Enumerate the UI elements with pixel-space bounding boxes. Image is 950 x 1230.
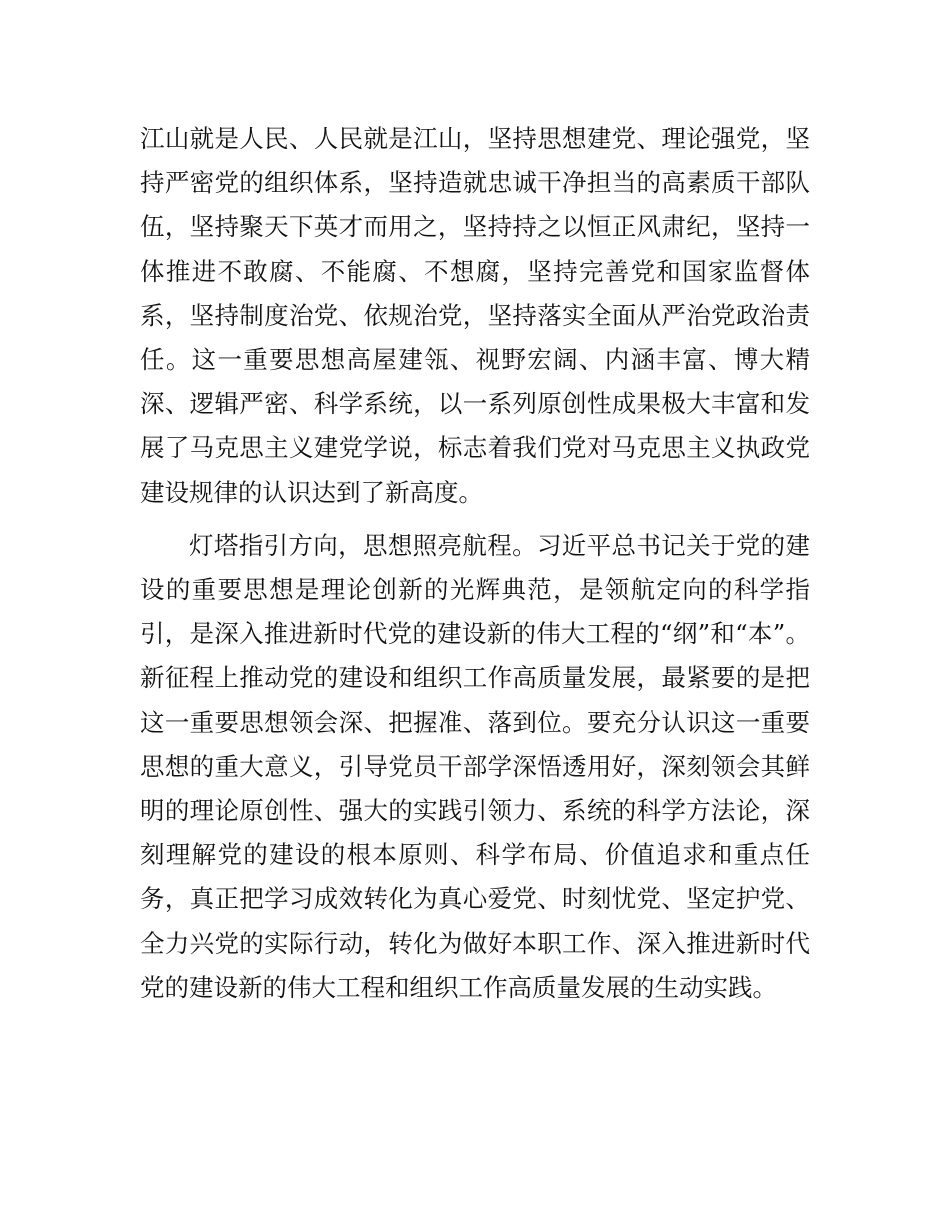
paragraph-continuation: 江山就是人民、人民就是江山，坚持思想建党、理论强党，坚持严密党的组织体系，坚持造就忠诚干净担当的高素质干部队伍，坚持聚天下英才而用之，坚持持之以恒正风肃纪，坚持一体推进不敢腐、不能腐、不想腐，坚持完善党和国家监督体系，坚持制度治党、依规治党，坚持落实全面从严治党政治责任。这一重要思想高屋建瓴、视野宏阔、内涵丰富、博大精深、逻辑严密、科学系统，以一系列原创性成果极大丰富和发展了马克思主义建党学说，标志着我们党对马克思主义执政党建设规律的认识达到了新高度。 [140,124,810,507]
paragraph-lighthouse: 灯塔指引方向，思想照亮航程。习近平总书记关于党的建设的重要思想是理论创新的光辉典范，是领航定向的科学指引，是深入推进新时代党的建设新的伟大工程的“纲”和“本”。新征程上推动党的建设和组织工作高质量发展，最紧要的是把这一重要思想领会深、把握准、落到位。要充分认识这一重要思想的重大意义，引导党员干部学深悟透用好，深刻领会其鲜明的理论原创性、强大的实践引领力、系统的科学方法论，深刻理解党的建设的根本原则、科学布局、价值追求和重点任务，真正把学习成效转化为真心爱党、时刻忧党、坚定护党、全力兴党的实际行动，转化为做好本职工作、深入推进新时代党的建设新的伟大工程和组织工作高质量发展的生动实践。 [140,530,810,1002]
document-body [140,117,810,1010]
